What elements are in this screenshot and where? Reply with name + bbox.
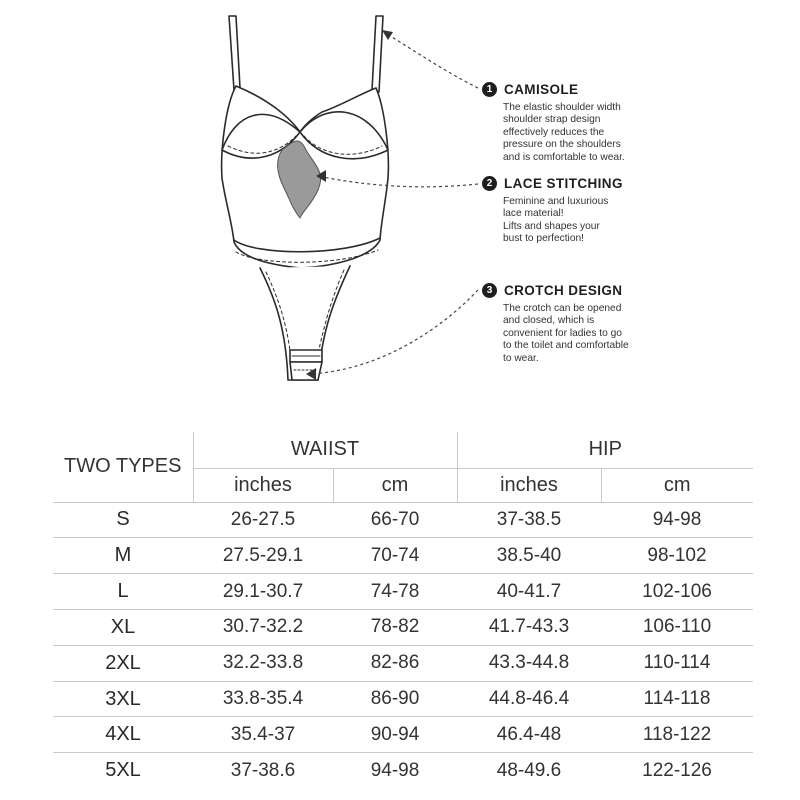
waist-inches: 30.7-32.2 <box>193 609 333 645</box>
right-strap <box>372 16 383 92</box>
waist-cm: 90-94 <box>333 717 457 753</box>
hip-cm: 94-98 <box>601 502 753 538</box>
table-row <box>53 681 753 717</box>
hip-cm: 106-110 <box>601 609 753 645</box>
hip-inches: 38.5-40 <box>457 538 601 574</box>
description-line: effectively reduces the <box>503 126 605 138</box>
size-label: 3XL <box>53 681 193 717</box>
feature-title: LACE STITCHING <box>504 175 623 191</box>
feature-number-badge: 1 <box>482 82 497 97</box>
description-line: bust to perfection! <box>503 233 584 245</box>
waist-cm: 78-82 <box>333 609 457 645</box>
hip-cm: 118-122 <box>601 717 753 753</box>
unit-header: cm <box>333 468 457 502</box>
waist-inches: 26-27.5 <box>193 502 333 538</box>
waist-inches: 37-38.6 <box>230 759 296 781</box>
hip-inches: 46.4-48 <box>457 717 601 753</box>
size-label: 5XL <box>105 759 141 782</box>
feature-title: CROTCH DESIGN <box>504 282 623 298</box>
hip-cm: 122-126 <box>642 759 712 781</box>
feature-number-badge: 3 <box>482 283 497 298</box>
size-rows <box>53 502 753 788</box>
hip-inches: 48-49.6 <box>496 759 562 781</box>
callout-1-arrow <box>384 32 478 88</box>
table-row <box>53 609 753 645</box>
waist-group-header: WAIIST <box>193 432 457 468</box>
waist-inches: 32.2-33.8 <box>193 645 333 681</box>
table-row <box>53 538 753 574</box>
waist-inches: 27.5-29.1 <box>193 538 333 574</box>
feature-title: CAMISOLE <box>504 81 579 97</box>
table-row <box>53 717 753 753</box>
size-label: M <box>53 538 193 574</box>
description-line: The elastic shoulder width <box>503 102 621 113</box>
feature-description <box>503 102 673 164</box>
hip-cm: 98-102 <box>601 538 753 574</box>
description-line: Lifts and shapes your <box>503 220 600 232</box>
description-line: shoulder strap design <box>503 114 601 126</box>
size-label: 2XL <box>53 645 193 681</box>
hip-inches: 44.8-46.4 <box>457 681 601 717</box>
description-line: pressure on the shoulders <box>503 139 621 151</box>
feature-number-badge: 2 <box>482 176 497 191</box>
hip-cm: 110-114 <box>601 645 753 681</box>
left-strap <box>229 16 240 90</box>
description-line: and closed, which is <box>503 315 595 327</box>
hip-inches: 41.7-43.3 <box>457 609 601 645</box>
waist-cm: 94-98 <box>370 759 420 781</box>
hip-inches: 40-41.7 <box>457 574 601 610</box>
hip-inches: 37-38.5 <box>457 502 601 538</box>
waist-cm: 82-86 <box>333 645 457 681</box>
hip-inches: 43.3-44.8 <box>457 645 601 681</box>
hip-cm: 102-106 <box>601 574 753 610</box>
feature-camisole <box>482 80 782 164</box>
corner-label: TWO TYPES <box>53 432 193 502</box>
size-label: XL <box>53 609 193 645</box>
description-line: and is comfortable to wear. <box>503 151 625 163</box>
description-line: to the toilet and comfortable <box>503 340 629 352</box>
description-line: Feminine and luxurious <box>503 196 609 207</box>
table-row <box>53 574 753 610</box>
waist-inches: 29.1-30.7 <box>193 574 333 610</box>
feature-description <box>503 196 673 246</box>
waist-cm: 70-74 <box>333 538 457 574</box>
waist-inches: 33.8-35.4 <box>193 681 333 717</box>
waist-inches: 35.4-37 <box>193 717 333 753</box>
waist-cm: 66-70 <box>333 502 457 538</box>
size-chart-table <box>53 432 753 788</box>
unit-header: cm <box>601 468 753 502</box>
feature-crotch-design <box>482 281 782 365</box>
table-row <box>53 645 753 681</box>
waist-cm: 86-90 <box>333 681 457 717</box>
table-row <box>53 502 753 538</box>
hip-cm: 114-118 <box>601 681 753 717</box>
description-line: to wear. <box>503 352 539 364</box>
description-line: lace material! <box>503 208 564 220</box>
unit-header: inches <box>457 468 601 502</box>
feature-description <box>503 303 673 365</box>
table-row <box>53 753 753 788</box>
waist-cm: 74-78 <box>333 574 457 610</box>
size-label: 4XL <box>53 717 193 753</box>
size-label: L <box>53 574 193 610</box>
feature-lace-stitching <box>482 174 782 246</box>
size-label: S <box>53 502 193 538</box>
description-line: convenient for ladies to go <box>503 327 622 339</box>
hip-group-header: HIP <box>457 432 753 468</box>
description-line: The crotch can be opened <box>503 303 622 314</box>
group-header-row <box>53 432 753 468</box>
unit-header: inches <box>193 468 333 502</box>
